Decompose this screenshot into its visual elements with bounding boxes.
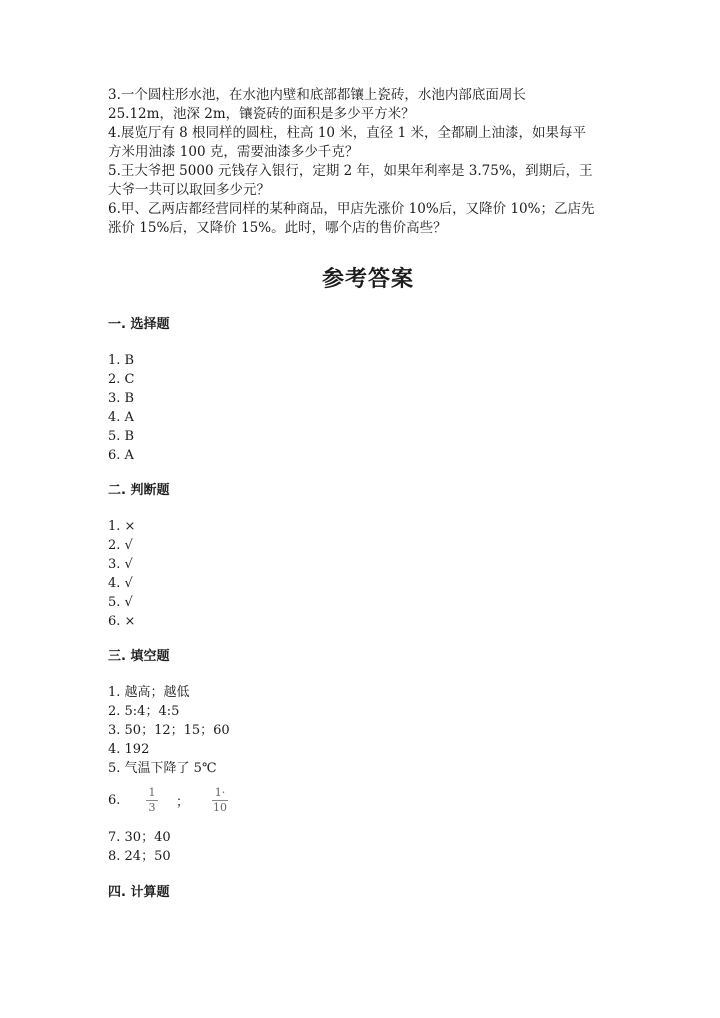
list-item: 5. √ — [108, 595, 133, 610]
answer-title: 参考答案 — [321, 266, 414, 292]
question-line: 涨价 15%后，又降价 15%。此时，哪个店的售价高些？ — [108, 220, 447, 236]
fraction-denominator: 10 — [213, 800, 227, 814]
list-item: 3. B — [108, 391, 135, 406]
list-item: 5. B — [108, 429, 135, 444]
question-line: 6.甲、乙两店都经营同样的某种商品，甲店先涨价 10%后，又降价 10%；乙店先 — [108, 201, 595, 217]
question-line: 大爷一共可以取回多少元？ — [108, 182, 270, 198]
question-line: 25.12m，池深 2m，镶瓷砖的面积是多少平方米？ — [108, 106, 415, 122]
fraction-answer-row — [108, 782, 628, 818]
section-heading-fill: 三. 填空题 — [108, 649, 170, 664]
list-item: 2. 5:4；4:5 — [108, 704, 180, 719]
question-line: 方米用油漆 100 克，需要油漆多少千克？ — [108, 144, 359, 160]
item-label: 6. — [108, 792, 121, 808]
choice-answers — [108, 351, 628, 465]
list-item: 6. A — [108, 448, 134, 463]
answer-separator: ； — [176, 794, 190, 810]
list-item: 4. 192 — [108, 742, 150, 757]
list-item: 1. × — [108, 519, 136, 534]
list-item: 4. √ — [108, 576, 133, 591]
list-item: 3. √ — [108, 557, 133, 572]
fraction-numerator: 1 — [148, 785, 156, 799]
fraction-denominator: 3 — [148, 800, 156, 814]
list-item: 6. × — [108, 614, 136, 629]
section-heading-choice: 一. 选择题 — [108, 317, 170, 332]
fill-answers — [108, 683, 628, 866]
list-item: 3. 50；12；15；60 — [108, 723, 230, 738]
judge-answers — [108, 517, 628, 631]
question-line: 5.王大爷把 5000 元钱存入银行，定期 2 年，如果年利率是 3.75%，到期后，王 — [108, 163, 593, 179]
section-heading-calc: 四. 计算题 — [108, 885, 170, 900]
list-item: 1. B — [108, 353, 135, 368]
section-heading-judge: 二. 判断题 — [108, 483, 170, 498]
list-item: 8. 24；50 — [108, 849, 171, 864]
list-item: 4. A — [108, 410, 134, 425]
list-item: 2. C — [108, 372, 135, 387]
list-item: 1. 越高；越低 — [108, 685, 190, 700]
questions-block — [108, 86, 628, 238]
list-item: 5. 气温下降了 5℃ — [108, 761, 217, 776]
question-line: 4.展览厅有 8 根同样的圆柱，柱高 10 米，直径 1 米，全都刷上油漆，如果每平 — [108, 125, 586, 141]
fraction-one-tenth — [212, 787, 228, 814]
fraction-one-third — [146, 787, 158, 814]
list-item: 2. √ — [108, 538, 133, 553]
document-page — [108, 86, 628, 902]
fraction-numerator: 1· — [214, 785, 226, 799]
question-line: 3.一个圆柱形水池，在水池内壁和底部都镶上瓷砖，水池内部底面周长 — [108, 87, 526, 103]
list-item: 7. 30；40 — [108, 830, 171, 845]
